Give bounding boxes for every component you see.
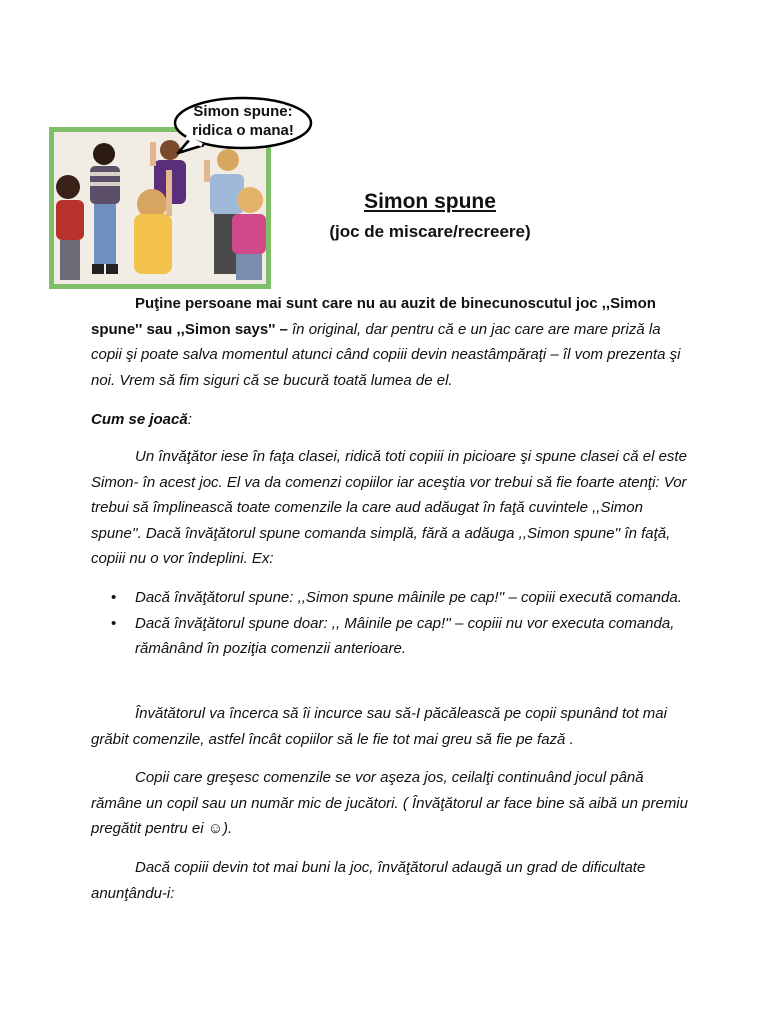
rules-paragraph: [91, 444, 691, 572]
page-subtitle: (joc de miscare/recreere): [329, 222, 531, 241]
section-heading: [91, 407, 691, 433]
bullet-icon: •: [111, 589, 117, 606]
list-item-text: Dacă învăţătorul spune doar: ,, Mâinile pe cap!'' – copiii nu vor executa comanda, rămânând în poziţia comenzii anterioare.: [135, 614, 675, 657]
paragraph-5: [91, 855, 691, 906]
paragraph-5-text: Dacă copiii devin tot mai buni la joc, învăţătorul adaugă un grad de dificultate anunţându-i:: [91, 859, 646, 902]
section-heading-text: Cum se joacă: [91, 411, 188, 428]
paragraph-3: [91, 701, 691, 752]
speech-bubble: [172, 95, 314, 155]
intro-bold-text: Puţine persoane mai sunt care nu au auzit de binecunoscutul joc ,,Simon spune'' sau ,,Simon says'' –: [91, 295, 656, 338]
list-item: [91, 585, 691, 611]
intro-paragraph: [91, 291, 691, 393]
page-title: Simon spune: [364, 190, 496, 213]
bullet-icon: •: [111, 614, 117, 632]
list-item-text: Dacă învăţătorul spune: ,,Simon spune mâinile pe cap!'' – copiii execută comanda.: [135, 589, 682, 606]
paragraph-4-text: Copii care greşesc comenzile se vor aşeza jos, ceilalţi continuând jocul până rămâne un copil sau un număr mic de jucători. ( Învăţătorul ar face bine să aibă un premiu pregătit pentru ei ☺).: [91, 769, 688, 837]
examples-list: [91, 585, 691, 662]
rules-paragraph-text: Un învăţător iese în faţa clasei, ridică toti copiii in picioare şi spune clasei că el este Simon- în acest joc. El va da comenzi copiilor iar aceştia vor trebui să fie foarte atenţi: Vor trebui să împlinească toate comenzile la care aud adăugat în faţă cuvintele ,,Simon spune''. Dacă învăţătorul spune comanda simplă, fără a adăuga ,,Simon spune'' în faţă, copiii nu o vor îndeplini. Ex:: [91, 448, 687, 567]
bubble-line-1: Simon spune:: [193, 103, 293, 120]
bubble-line-2: ridica o mana!: [192, 122, 294, 139]
speech-bubble-text: [172, 102, 314, 140]
paragraph-3-text: Învătătorul va încerca să îi incurce sau să-I păcălească pe copii spunând tot mai grăbit comenzile, astfel încât copiilor să le fie tot mai greu să fie pe fază .: [91, 705, 667, 748]
list-item: [91, 611, 691, 662]
paragraph-4: [91, 765, 691, 842]
section-heading-colon: :: [187, 411, 192, 428]
intro-italic-text: în original, dar pentru că e un jac care are mare priză la copii şi poate salva momentul atunci când copiii devin neastâmpăraţi – îl vom prezenta şi noi. Vrem să fim siguri că se bucură toată lumea de el.: [91, 320, 681, 389]
